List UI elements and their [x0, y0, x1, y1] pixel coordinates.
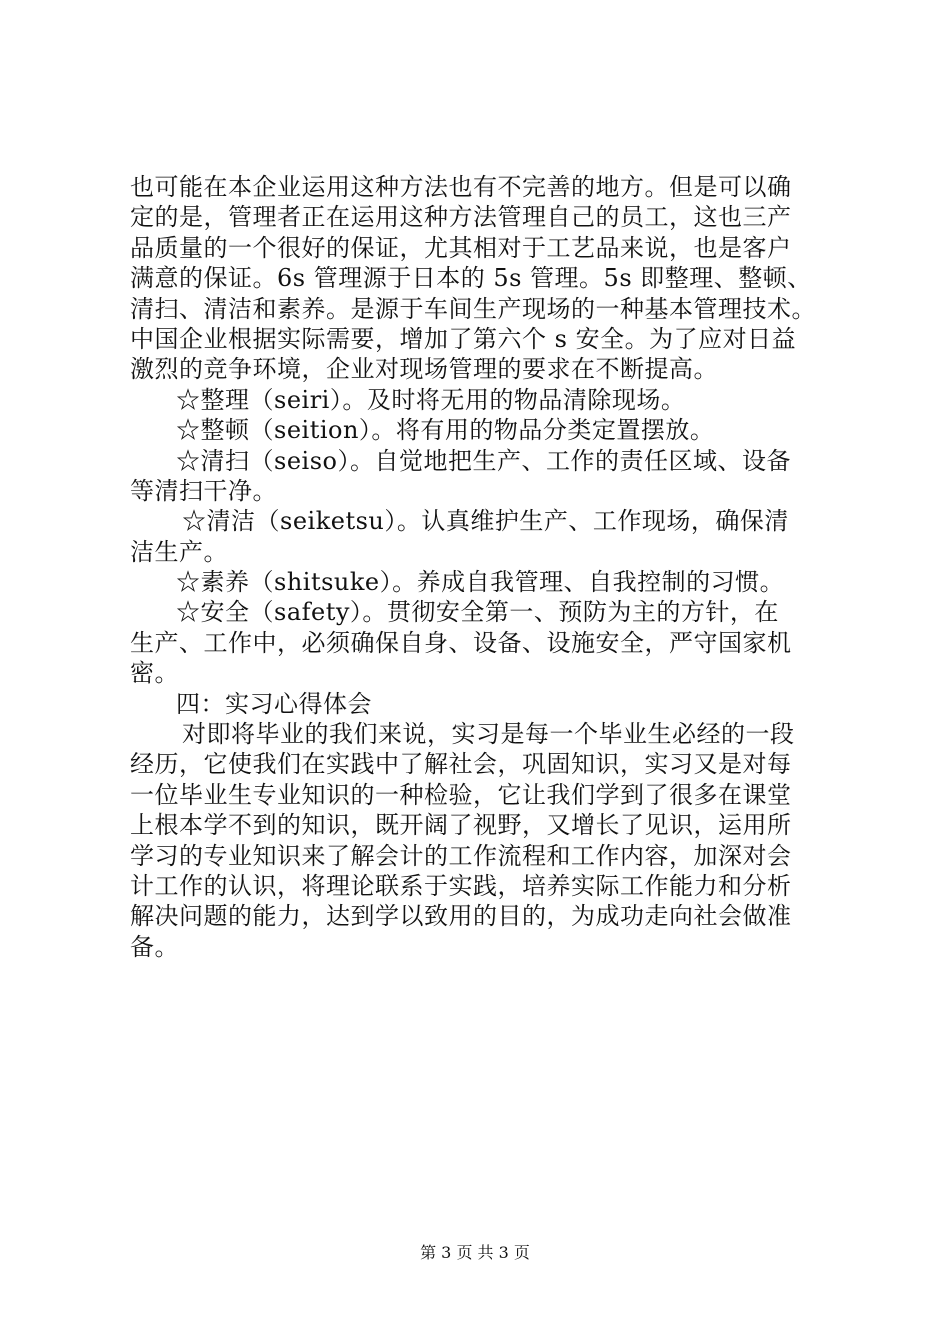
text-line: 生产、工作中，必须确保自身、设备、设施安全，严守国家机 [130, 628, 792, 657]
text-line: ☆整顿（seition）。将有用的物品分类定置摆放。 [176, 416, 715, 445]
text-line: 对即将毕业的我们来说，实习是每一个毕业生必经的一段 [182, 720, 795, 749]
text-line: 定的是，管理者正在运用这种方法管理自己的员工，这也三产 [130, 203, 792, 232]
text-line: 经历，它使我们在实践中了解社会，巩固知识，实习又是对每 [130, 750, 792, 779]
text-line: 四：实习心得体会 [176, 689, 372, 718]
text-line: 解决问题的能力，达到学以致用的目的，为成功走向社会做准 [130, 902, 792, 931]
text-line: 密。 [130, 659, 179, 688]
text-line: ☆素养（shitsuke）。养成自我管理、自我控制的习惯。 [176, 568, 785, 597]
text-line: 激烈的竞争环境，企业对现场管理的要求在不断提高。 [130, 355, 718, 384]
text-line: 满意的保证。6s 管理源于日本的 5s 管理。5s 即整理、整顿、 [130, 264, 812, 293]
text-line: 中国企业根据实际需要，增加了第六个 s 安全。为了应对日益 [130, 324, 797, 353]
text-line: ☆安全（safety）。贯彻安全第一、预防为主的方针，在 [176, 598, 779, 627]
text-line: 学习的专业知识来了解会计的工作流程和工作内容，加深对会 [130, 841, 792, 870]
text-line: 备。 [130, 932, 179, 961]
text-line: 洁生产。 [130, 537, 228, 566]
text-line: 等清扫干净。 [130, 476, 277, 505]
text-line: ☆整理（seiri）。及时将无用的物品清除现场。 [176, 385, 686, 414]
text-line: ☆清扫（seiso）。自觉地把生产、工作的责任区域、设备 [176, 446, 791, 475]
text-line: 也可能在本企业运用这种方法也有不完善的地方。但是可以确 [130, 173, 792, 201]
text-line: 一位毕业生专业知识的一种检验，它让我们学到了很多在课堂 [130, 780, 792, 809]
text-line: ☆清洁（seiketsu）。认真维护生产、工作现场，确保清 [182, 507, 789, 536]
page-footer: 第 3 页 共 3 页 [420, 1243, 530, 1262]
document-body [130, 172, 842, 962]
text-line: 清扫、清洁和素养。是源于车间生产现场的一种基本管理技术。 [130, 294, 816, 323]
text-line: 上根本学不到的知识，既开阔了视野，又增长了见识，运用所 [130, 811, 792, 840]
text-line: 计工作的认识，将理论联系于实践，培养实际工作能力和分析 [130, 871, 792, 900]
text-line: 品质量的一个很好的保证，尤其相对于工艺品来说，也是客户 [130, 233, 792, 262]
